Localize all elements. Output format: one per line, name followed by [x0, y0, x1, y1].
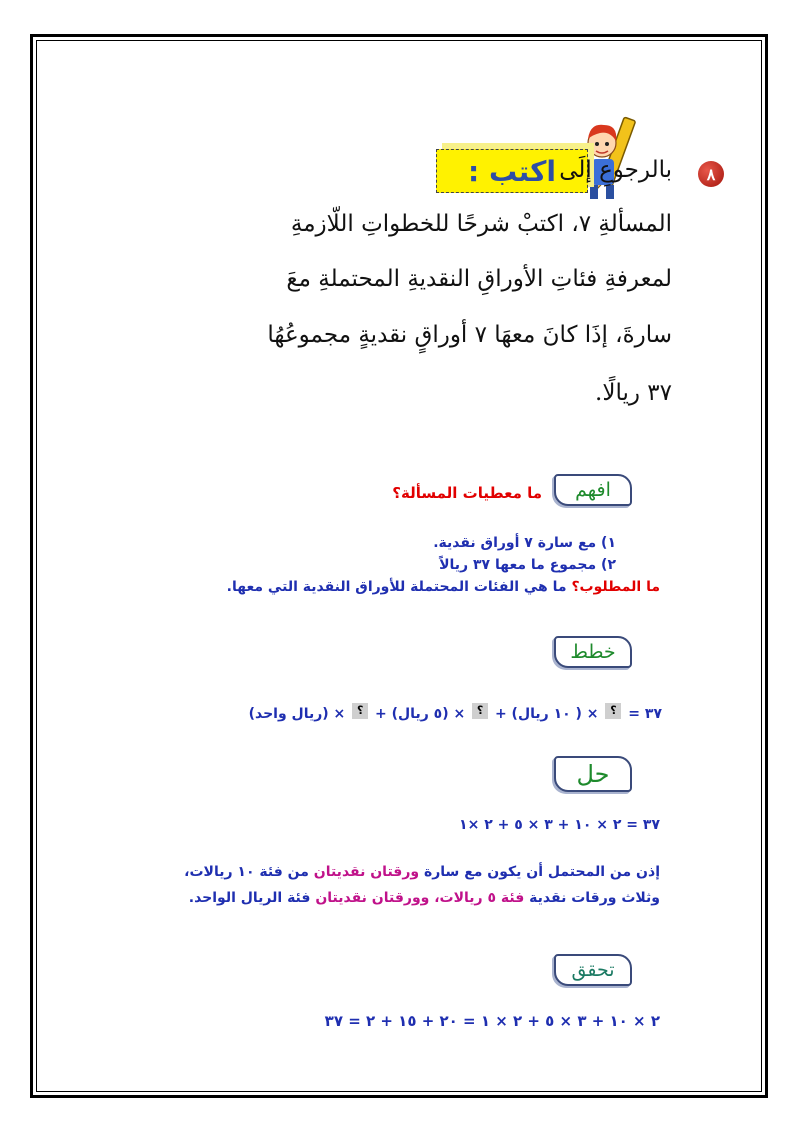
unknown-box-2: ؟	[472, 703, 488, 719]
tab-solve: حل	[554, 756, 632, 792]
conclusion-2c: ورقتان نقديتان	[315, 890, 421, 906]
conclusion-2b: فئة ٥ ريالات، و	[420, 890, 525, 906]
plan-eq-part-1: × ( ١٠ ريال) +	[494, 706, 599, 722]
plan-equation	[249, 703, 662, 722]
conclusion-1a: إذن من المحتمل أن يكون مع سارة	[423, 864, 660, 880]
tab-understand: افهم	[554, 474, 632, 506]
problem-text-line-2: المسألةِ ٧، اكتبْ شرحًا للخطواتِ اللّازمةِ	[290, 211, 672, 237]
unknown-box-3: ؟	[352, 703, 368, 719]
problem-text-line-4: سارةَ، إذَا كانَ معهَا ٧ أوراقٍ نقديةٍ مجموعُهُا	[267, 322, 672, 348]
solve-equation: ٣٧ = ٢ × ١٠ + ٣ × ٥ + ٢ ×١	[459, 817, 660, 833]
conclusion-1b: ورقتان نقديتان	[313, 864, 420, 880]
given-item-2: ٢) مجموع ما معها ٣٧ ريالاً	[439, 557, 616, 573]
tab-verify: تحقق	[554, 954, 632, 986]
conclusion-line-2	[189, 890, 660, 906]
conclusion-line-1	[184, 864, 660, 880]
required-text: ما هي الفئات المحتملة للأوراق النقدية التي معها.	[226, 579, 567, 595]
required-label: ما المطلوب؟	[571, 579, 660, 595]
conclusion-1c: من فئة ١٠ ريالات،	[184, 864, 309, 880]
page-border-inner	[36, 40, 762, 1092]
conclusion-2d: فئة الريال الواحد.	[188, 890, 311, 906]
understand-question: ما معطيات المسألة؟	[392, 484, 542, 502]
problem-text-line-3: لمعرفةِ فئاتِ الأوراقِ النقديةِ المحتملةِ معَ	[286, 266, 672, 292]
required-line	[227, 579, 660, 595]
plan-eq-start: ٣٧ =	[628, 706, 662, 722]
conclusion-2a: وثلاث ورقات نقدية	[529, 890, 660, 906]
verify-equation: ٢ × ١٠ + ٣ × ٥ + ٢ × ١ = ٢٠ + ١٥ + ٢ = ٣٧	[324, 1012, 660, 1030]
given-item-1: ١) مع سارة ٧ أوراق نقدية.	[433, 535, 616, 551]
problem-number-badge: ٨	[698, 161, 724, 187]
problem-text-line-5: ٣٧ ريالًا.	[595, 380, 672, 406]
write-banner: اكتب :	[436, 149, 588, 193]
plan-eq-part-3: × (ريال واحد)	[248, 706, 346, 722]
plan-eq-part-2: × (٥ ريال) +	[375, 706, 466, 722]
unknown-box-1: ؟	[605, 703, 621, 719]
tab-plan: خطط	[554, 636, 632, 668]
problem-text-line-1: بالرجوعِ إلَى	[559, 157, 672, 183]
